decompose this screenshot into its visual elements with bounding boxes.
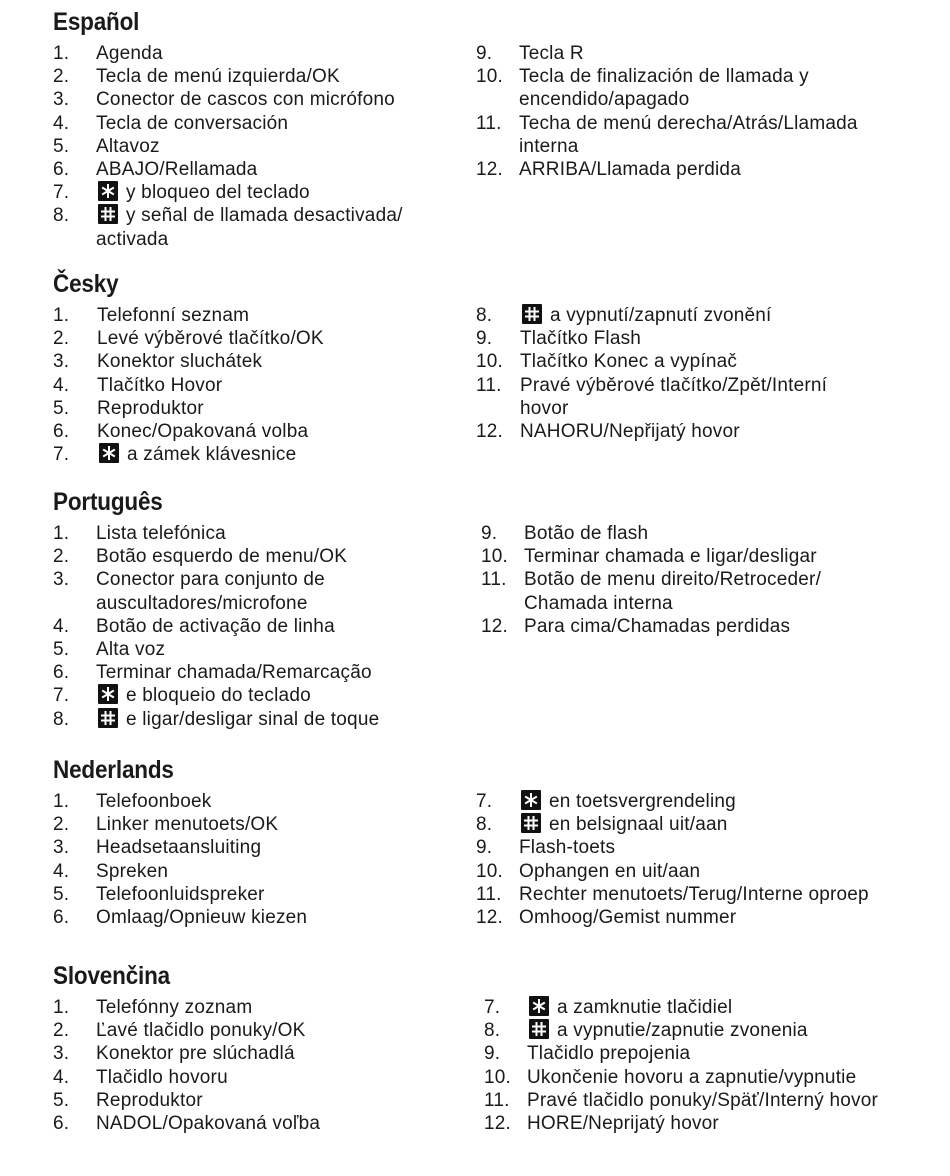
item-number: 1. [53, 997, 70, 1018]
item-label: Omhoog/Gemist nummer [519, 907, 737, 928]
item-label: Reproduktor [96, 1089, 203, 1111]
item-number: 6. [53, 421, 70, 442]
item-label: Chamada interna [524, 592, 673, 614]
item-number: 10. [484, 1066, 512, 1088]
item-number: 10. [481, 546, 509, 568]
item-label: Telefonní seznam [97, 305, 250, 326]
item-number: 11. [476, 883, 502, 905]
item-number: 11. [476, 112, 502, 134]
item-label: NAHORU/Nepřijatý hovor [520, 421, 740, 442]
item-text [96, 592, 308, 615]
item-label: a vypnutie/zapnutie zvonenia [557, 1020, 808, 1042]
item-text [524, 592, 673, 615]
item-number: 5. [53, 639, 70, 660]
item-label: Ophangen en uit/aan [519, 860, 701, 882]
item-label: Rechter menutoets/Terug/Interne oproep [519, 883, 869, 905]
item-label: Konektor sluchátek [97, 351, 263, 373]
item-number: 7. [53, 685, 70, 707]
item-number: 7. [476, 791, 493, 812]
item-number: 8. [484, 1020, 501, 1042]
hash-key-icon [529, 1019, 549, 1039]
item-text [96, 790, 211, 813]
item-text [92, 181, 310, 204]
item-text [97, 397, 204, 420]
item-text [97, 374, 222, 397]
item-text [515, 790, 736, 813]
item-label: en toetsvergrendeling [549, 791, 736, 812]
item-text [523, 1019, 808, 1042]
item-text [524, 545, 817, 568]
item-label: Lista telefónica [96, 523, 226, 544]
item-number: 4. [53, 615, 70, 637]
item-text [515, 813, 728, 836]
item-label: Alta voz [96, 639, 166, 660]
item-text [97, 420, 308, 443]
item-text [524, 568, 821, 591]
item-text [96, 1112, 320, 1135]
item-label: Botão esquerdo de menu/OK [96, 546, 348, 568]
item-number: 4. [53, 860, 70, 882]
item-label: Terminar chamada e ligar/desligar [524, 546, 817, 568]
item-number: 1. [53, 43, 70, 64]
item-label: a zamknutie tlačidiel [557, 997, 733, 1018]
item-text [519, 88, 689, 111]
item-label: ARRIBA/Llamada perdida [519, 159, 741, 180]
item-text [524, 522, 648, 545]
item-text [93, 443, 296, 466]
star-key-icon [98, 181, 118, 201]
item-number: 12. [476, 421, 504, 442]
item-number: 4. [53, 374, 70, 396]
item-text [96, 42, 163, 65]
item-label: a vypnutí/zapnutí zvonění [550, 305, 772, 326]
item-text [96, 522, 226, 545]
item-number: 11. [484, 1089, 510, 1111]
item-label: Headsetaansluiting [96, 837, 262, 859]
item-label: Agenda [96, 43, 163, 64]
item-text [519, 112, 858, 135]
item-text [96, 65, 340, 88]
item-label: e bloqueio do teclado [126, 685, 311, 707]
item-label: Tecla de finalización de llamada y [519, 66, 809, 88]
item-text [520, 374, 827, 397]
item-label: Terminar chamada/Remarcação [96, 662, 372, 684]
item-number: 3. [53, 351, 70, 373]
item-label: Botão de activação de linha [96, 615, 335, 637]
item-label: activada [96, 228, 169, 250]
item-text [519, 42, 584, 65]
item-number: 9. [476, 837, 493, 859]
item-text [97, 350, 262, 373]
item-text [527, 1042, 690, 1065]
item-text [96, 1019, 306, 1042]
item-text [96, 638, 165, 661]
item-text [92, 204, 403, 227]
section-heading: Nederlands [53, 756, 174, 784]
item-label: Pravé výběrové tlačítko/Zpět/Interní [520, 374, 828, 396]
item-text [97, 327, 324, 350]
item-label: Konec/Opakovaná volba [97, 421, 309, 442]
item-text [520, 327, 641, 350]
section-heading: Slovenčina [53, 962, 170, 990]
item-label: Tecla de menú izquierda/OK [96, 66, 340, 88]
item-number: 12. [476, 159, 504, 180]
item-label: Tlačidlo hovoru [96, 1066, 228, 1088]
star-key-icon [98, 684, 118, 704]
item-label: y bloqueo del teclado [126, 182, 310, 204]
item-text [527, 1066, 856, 1089]
item-text [96, 860, 168, 883]
item-text [92, 708, 379, 731]
item-text [96, 135, 160, 158]
hash-key-icon [98, 708, 118, 728]
star-key-icon [529, 996, 549, 1016]
item-number: 8. [53, 205, 70, 227]
item-number: 1. [53, 305, 70, 326]
item-label: interna [519, 135, 579, 157]
item-number: 10. [476, 66, 504, 88]
item-number: 3. [53, 837, 70, 859]
item-number: 10. [476, 860, 504, 882]
item-number: 2. [53, 1020, 70, 1042]
item-text [96, 158, 257, 181]
item-label: e ligar/desligar sinal de toque [126, 708, 380, 730]
item-number: 3. [53, 569, 70, 591]
item-label: Pravé tlačidlo ponuky/Späť/Interný hovor [527, 1089, 878, 1111]
item-label: Reproduktor [97, 397, 204, 419]
item-label: NADOL/Opakovaná voľba [96, 1113, 321, 1134]
item-label: Tecla R [519, 43, 584, 64]
item-text [92, 684, 311, 707]
item-number: 7. [53, 444, 70, 466]
item-text [96, 836, 261, 859]
item-number: 6. [53, 1113, 70, 1134]
item-text [527, 1112, 719, 1135]
item-number: 9. [476, 328, 493, 350]
item-number: 9. [484, 1043, 501, 1065]
item-number: 6. [53, 159, 70, 180]
item-label: Ľavé tlačidlo ponuky/OK [96, 1020, 306, 1042]
item-label: y señal de llamada desactivada/ [126, 205, 403, 227]
item-text [520, 350, 737, 373]
item-number: 5. [53, 1089, 70, 1111]
item-text [523, 996, 732, 1019]
item-label: Altavoz [96, 135, 160, 157]
item-text [96, 906, 307, 929]
item-text [96, 1066, 228, 1089]
item-number: 12. [484, 1113, 512, 1134]
star-key-icon [521, 790, 541, 810]
item-text [96, 661, 372, 684]
item-label: Telefónny zoznam [96, 997, 253, 1018]
item-number: 8. [476, 305, 493, 326]
item-text [519, 65, 809, 88]
item-text [520, 397, 569, 420]
item-number: 8. [53, 708, 70, 730]
item-text [96, 88, 395, 111]
item-number: 2. [53, 814, 70, 836]
item-text [519, 860, 700, 883]
item-label: Linker menutoets/OK [96, 814, 279, 836]
item-text [516, 304, 772, 327]
item-text [97, 304, 249, 327]
hash-key-icon [98, 204, 118, 224]
item-text [519, 836, 615, 859]
item-label: Tlačítko Flash [520, 328, 642, 350]
item-label: encendido/apagado [519, 89, 690, 111]
section-heading: Česky [53, 270, 119, 298]
item-number: 3. [53, 1043, 70, 1065]
item-text [520, 420, 740, 443]
item-number: 4. [53, 1066, 70, 1088]
item-number: 8. [476, 814, 493, 836]
item-label: Techa de menú derecha/Atrás/Llamada [519, 112, 858, 134]
item-number: 4. [53, 112, 70, 134]
item-label: auscultadores/microfone [96, 592, 308, 614]
item-label: ABAJO/Rellamada [96, 159, 258, 180]
item-label: Conector de cascos con micrófono [96, 89, 395, 111]
item-text [96, 228, 168, 251]
item-label: Ukončenie hovoru a zapnutie/vypnutie [527, 1066, 857, 1088]
item-number: 9. [476, 43, 493, 64]
item-number: 2. [53, 546, 70, 568]
item-number: 6. [53, 662, 70, 684]
item-label: Levé výběrové tlačítko/OK [97, 328, 324, 350]
item-label: a zámek klávesnice [127, 444, 297, 466]
item-label: Flash-toets [519, 837, 616, 859]
item-label: Tecla de conversación [96, 112, 289, 134]
star-key-icon [99, 443, 119, 463]
item-text [519, 135, 579, 158]
item-text [519, 158, 741, 181]
section-heading: Español [53, 8, 140, 36]
item-number: 5. [53, 397, 70, 419]
item-text [519, 883, 869, 906]
item-number: 9. [481, 523, 498, 544]
item-label: Omlaag/Opnieuw kiezen [96, 907, 308, 928]
item-text [527, 1089, 878, 1112]
item-label: Konektor pre slúchadlá [96, 1043, 295, 1065]
item-number: 1. [53, 791, 70, 812]
item-text [96, 1089, 203, 1112]
hash-key-icon [522, 304, 542, 324]
item-number: 1. [53, 523, 70, 544]
item-label: HORE/Neprijatý hovor [527, 1113, 719, 1134]
item-text [96, 615, 335, 638]
item-label: Botão de menu direito/Retroceder/ [524, 569, 822, 591]
item-number: 7. [53, 182, 70, 204]
item-label: hovor [520, 397, 569, 419]
item-number: 3. [53, 89, 70, 111]
item-number: 5. [53, 135, 70, 157]
item-text [96, 112, 288, 135]
item-text [96, 883, 265, 906]
item-number: 5. [53, 883, 70, 905]
item-label: Botão de flash [524, 523, 649, 544]
item-text [519, 906, 736, 929]
item-text [96, 568, 325, 591]
item-number: 6. [53, 907, 70, 928]
item-number: 11. [476, 374, 502, 396]
item-number: 2. [53, 66, 70, 88]
item-number: 2. [53, 328, 70, 350]
item-label: Tlačítko Hovor [97, 374, 223, 396]
item-label: Tlačítko Konec a vypínač [520, 351, 738, 373]
item-text [96, 1042, 295, 1065]
item-text [96, 813, 278, 836]
item-number: 10. [476, 351, 504, 373]
item-label: en belsignaal uit/aan [549, 814, 728, 836]
item-number: 11. [481, 569, 507, 591]
item-label: Conector para conjunto de [96, 569, 325, 591]
item-label: Spreken [96, 860, 169, 882]
section-heading: Português [53, 488, 163, 516]
item-label: Para cima/Chamadas perdidas [524, 615, 791, 637]
item-label: Telefoonluidspreker [96, 883, 265, 905]
item-text [524, 615, 790, 638]
item-label: Tlačidlo prepojenia [527, 1043, 691, 1065]
item-number: 7. [484, 997, 501, 1018]
item-number: 12. [476, 907, 504, 928]
item-text [96, 545, 347, 568]
item-label: Telefoonboek [96, 791, 212, 812]
item-number: 12. [481, 615, 509, 637]
hash-key-icon [521, 813, 541, 833]
item-text [96, 996, 252, 1019]
